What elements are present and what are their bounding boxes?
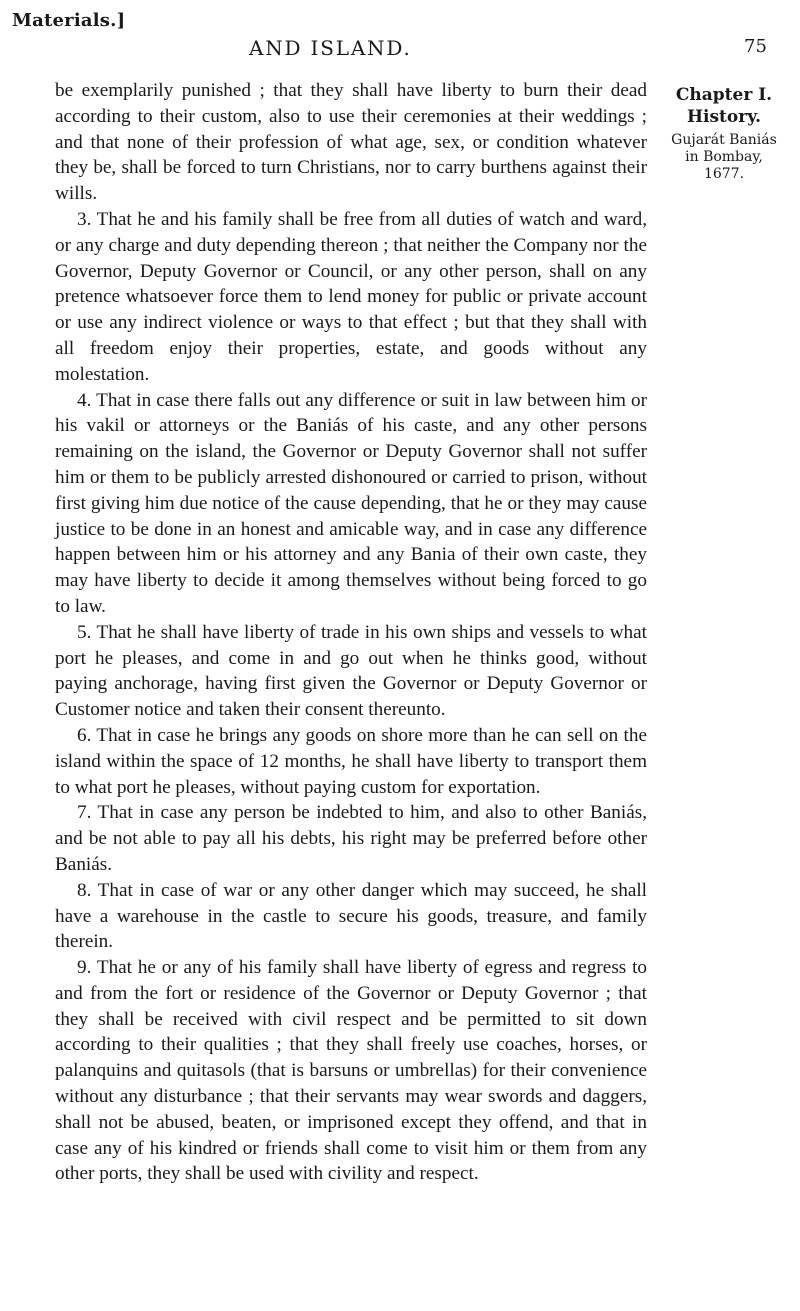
page-number: 75 [744,36,767,57]
paragraph-clause-8: 8. That in case of war or any other danger which may succeed, he shall have a warehouse in the castle to secure his goods, treasure, and family therein. [55,879,647,953]
paragraph-clause-7: 7. That in case any person be indebted to him, and also to other Baniás, and be not able to pay all his debts, his right may be preferred before other Baniás. [55,802,647,875]
body-text [55,78,647,1187]
running-head: AND ISLAND. [249,36,412,60]
margin-note-chapter: Chapter I. [675,85,773,105]
margin-note-detail [654,132,794,183]
paragraph-continuation: be exemplarily punished ; that they shall have liberty to burn their dead according to their custom, also to use their ceremonies at their weddings ; and that none of their profession of what age, sex, or condition whatever they be, shall be forced to turn Christians, nor to carry burthens against their wills. [55,80,647,205]
paragraph-clause-6: 6. That in case he brings any goods on shore more than he can sell on the island within the space of 12 months, he shall have liberty to transport them to what port he pleases, without paying custom for exportation. [55,724,647,798]
margin-note-topic: History. [686,107,762,127]
margin-note-line: Gujarát Baniás [671,132,777,148]
section-label: Materials.] [12,10,126,31]
margin-note-line: 1677. [703,166,745,182]
margin-note [654,84,794,183]
paragraph-clause-3: 3. That he and his family shall be free from all duties of watch and ward, or any charge and duty depending thereon ; that neither the Company nor the Governor, Deputy Governor or Council, or any other person, shall on any pretence whatsoever force them to lend money for public or private account or use any indirect violence or ways to that effect ; but that they shall with all freedom enjoy their properties, estate, and goods without any molestation. [55,208,647,385]
margin-note-line: in Bombay, [685,149,763,165]
paragraph-clause-5: 5. That he shall have liberty of trade in his own ships and vessels to what port he pleases, and come in and go out when he thinks good, without paying anchorage, having first given the Governor or Deputy Governor or Customer notice and taken their consent thereunto. [55,621,647,721]
paragraph-clause-4: 4. That in case there falls out any difference or suit in law between him or his vakil or attorneys or the Baniás of his caste, and any other persons remaining on the island, the Governor or Deputy Governor shall not suffer him or them to be publicly arrested dishonoured or carried to prison, without first giving him due notice of the cause depending, that he or they may cause justice to be done in an honest and amicable way, and in case any difference happen between him or his attorney and any Bania of their own caste, they may have liberty to decide it among themselves without being forced to go to law. [55,389,647,617]
paragraph-clause-9: 9. That he or any of his family shall have liberty of egress and regress to and from the fort or residence of the Governor or Deputy Governor ; that they shall be received with civil respect and be permitted to sit down according to their qualities ; that they shall freely use coaches, horses, or palanquins and quitasols (that is barsuns or umbrellas) for their convenience without any disturbance ; that their servants may wear swords and daggers, shall not be abused, beaten, or imprisoned except they offend, and that in case any of his kindred or friends shall come to visit him or them from any other ports, they shall be used with civility and respect. [55,957,647,1185]
